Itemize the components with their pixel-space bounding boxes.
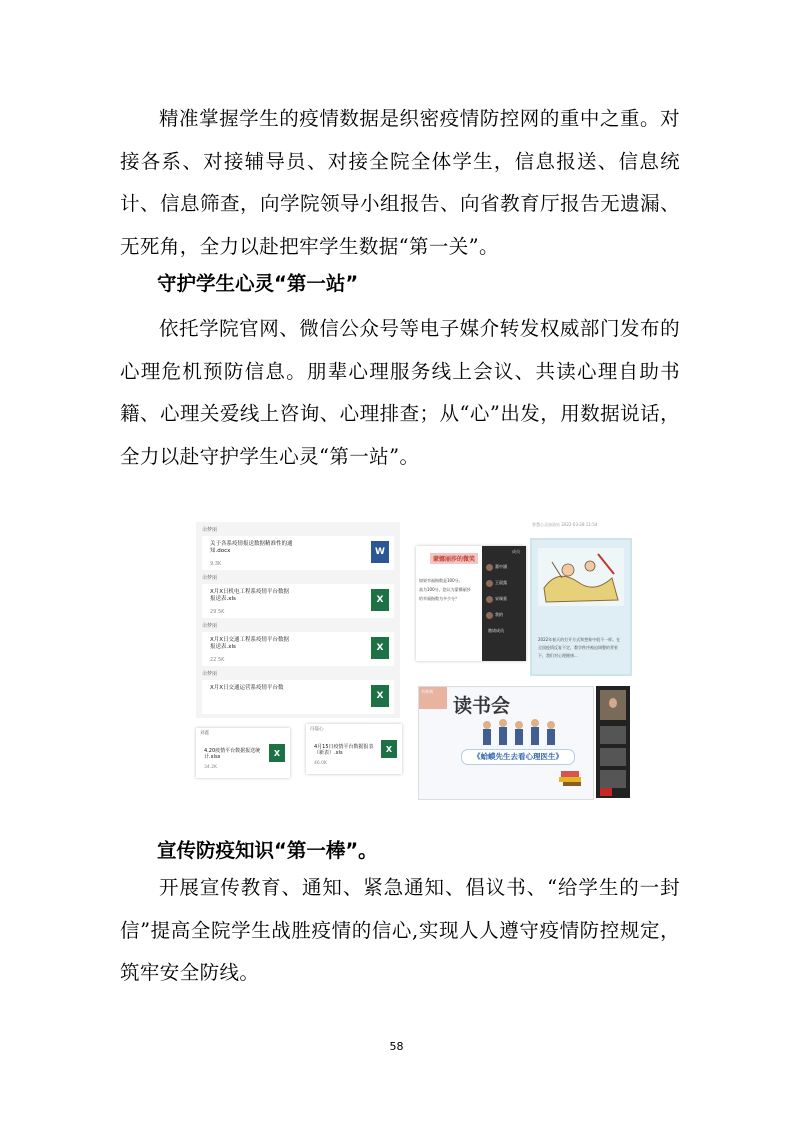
file-card[interactable] — [202, 680, 394, 714]
participant[interactable] — [482, 576, 526, 590]
mini-file-card[interactable] — [196, 728, 290, 778]
heading-mental-health: 守护学生心灵“第一站” — [157, 272, 359, 295]
avatar — [486, 612, 493, 619]
avatar — [486, 580, 493, 587]
webcam-column — [596, 686, 630, 798]
file-name: 4.20疫情平台数据报送统计.xlsx — [204, 748, 261, 760]
video-meeting-screenshot — [416, 546, 526, 661]
chat-file-item — [196, 622, 400, 666]
paragraph-mental-health: 依托学院官网、微信公众号等电子媒介转发权威部门发布的心理危机预防信息。朋辈心理服务线上会议、共读心理自助书籍、心理关爱线上咨询、心理排查；从“心”出发，用数据说话，全力以赴守护学生心灵“第一站”。 — [120, 317, 680, 468]
file-size: 22.5K — [210, 657, 225, 663]
excel-icon: X — [371, 637, 389, 659]
participant-name: 宋瑞嘉 — [495, 596, 507, 601]
file-size: 34.2K — [204, 765, 217, 770]
file-name: X月X日交通工程系疫情平台数据报送表.xls — [210, 637, 290, 650]
participant-name: 董中涵 — [495, 564, 507, 569]
file-card[interactable] — [202, 536, 394, 570]
sender-name: 余梦丽 — [202, 671, 218, 677]
chat-file-list — [196, 522, 400, 718]
books-illustration — [557, 765, 583, 787]
book-title-banner: 《蛤蟆先生去看心理医生》 — [461, 749, 575, 765]
file-card[interactable] — [202, 632, 394, 666]
screenshot-collage — [196, 516, 634, 803]
reading-label — [419, 687, 447, 709]
avatar — [486, 564, 493, 571]
roster-header: 成员 — [512, 549, 520, 554]
file-size: 46.0K — [314, 761, 327, 766]
webcam-feed — [600, 690, 626, 720]
file-size: 9.3K — [210, 561, 222, 567]
slide-line: 的幸福指数为多少分？ — [419, 596, 459, 601]
file-card[interactable] — [202, 584, 394, 618]
excel-icon: X — [371, 685, 389, 707]
word-icon: W — [371, 541, 389, 563]
presentation-slide — [416, 546, 482, 661]
sender-name: 冯磊心 — [310, 727, 324, 732]
participant-name: 王晨露 — [495, 580, 507, 585]
reading-club-screenshot — [414, 682, 634, 803]
slide-text — [419, 576, 471, 603]
paragraph-publicity: 开展宣传教育、通知、紧急通知、倡议书、“给学生的一封信”提高全院学生战胜疫情的信心,实现人人遵守疫情防控规定，筑牢安全防线。 — [120, 876, 680, 984]
participant-name: 我的 — [495, 612, 503, 617]
participant[interactable] — [482, 592, 526, 606]
file-name: 4月15日疫情平台数据报表（新表）.xls — [314, 744, 374, 756]
sender-name: 刘鑫 — [200, 731, 209, 736]
excel-icon: X — [269, 744, 285, 762]
file-size: 29.5K — [210, 609, 225, 615]
participant[interactable] — [482, 560, 526, 574]
file-name: X月X日交通运营系疫情平台数 — [210, 685, 284, 691]
participant-roster — [482, 558, 526, 640]
paragraph-data-accuracy: 精准掌握学生的疫情数据是织密疫情防控网的重中之重。对接各系、对接辅导员、对接全院全体学生，信息报送、信息统计、信息筛查，向学院领导小组报告、向省教育厅报告无遗漏、无死角，全力以赴把牢学生数据“第一关”。 — [120, 107, 680, 258]
sender-name: 余梦丽 — [202, 623, 218, 629]
flag-icon — [600, 788, 612, 796]
excel-icon: X — [371, 589, 389, 611]
sender-name: 余梦丽 — [202, 575, 218, 581]
file-name: 关于各系疫情报送数据精准性的通知.docx — [210, 541, 293, 554]
page-number: 58 — [389, 1040, 404, 1053]
excel-icon: X — [381, 740, 397, 758]
heading-publicity: 宣传防疫知识“第一棒”。 — [157, 839, 378, 862]
article-text: 2022年春天的打开方式和想象中很不一样。在全国疫情反复不定，教学秩序被迫调整的背景下，我们对心理健康... — [538, 637, 621, 658]
chat-file-item — [196, 526, 400, 570]
reading-label-text: 书香满 — [421, 689, 433, 694]
avatar — [486, 596, 493, 603]
file-name: X月X日机电工程系疫情平台数据报送表.xls — [210, 589, 290, 602]
cartoon-illustration — [538, 548, 624, 606]
invite-button[interactable] — [482, 624, 526, 638]
slide-title: 蒙娜丽莎的微笑 — [430, 553, 478, 564]
face — [609, 698, 617, 708]
webcam-feed — [600, 748, 626, 766]
reading-slide — [418, 686, 594, 800]
mini-file-card[interactable] — [306, 724, 402, 774]
article-header: 智慧心灵加油站 2022-03-28 11:54 — [532, 522, 598, 527]
slide-line: 如果幸福指数是100分, — [419, 578, 460, 583]
article-content — [530, 538, 632, 676]
slide-line: 高为100分，您认为蒙娜丽莎 — [419, 587, 471, 592]
chat-file-item — [196, 574, 400, 618]
webcam-feed — [600, 770, 626, 788]
participant[interactable] — [482, 608, 526, 622]
reading-title: 读书会 — [453, 695, 511, 717]
people-illustration — [477, 719, 561, 747]
wechat-article-screenshot — [530, 516, 634, 678]
invite-label: 邀请成员 — [488, 628, 504, 633]
webcam-feed — [600, 726, 626, 744]
sender-name: 余梦丽 — [202, 527, 218, 533]
chat-file-item — [196, 670, 400, 714]
